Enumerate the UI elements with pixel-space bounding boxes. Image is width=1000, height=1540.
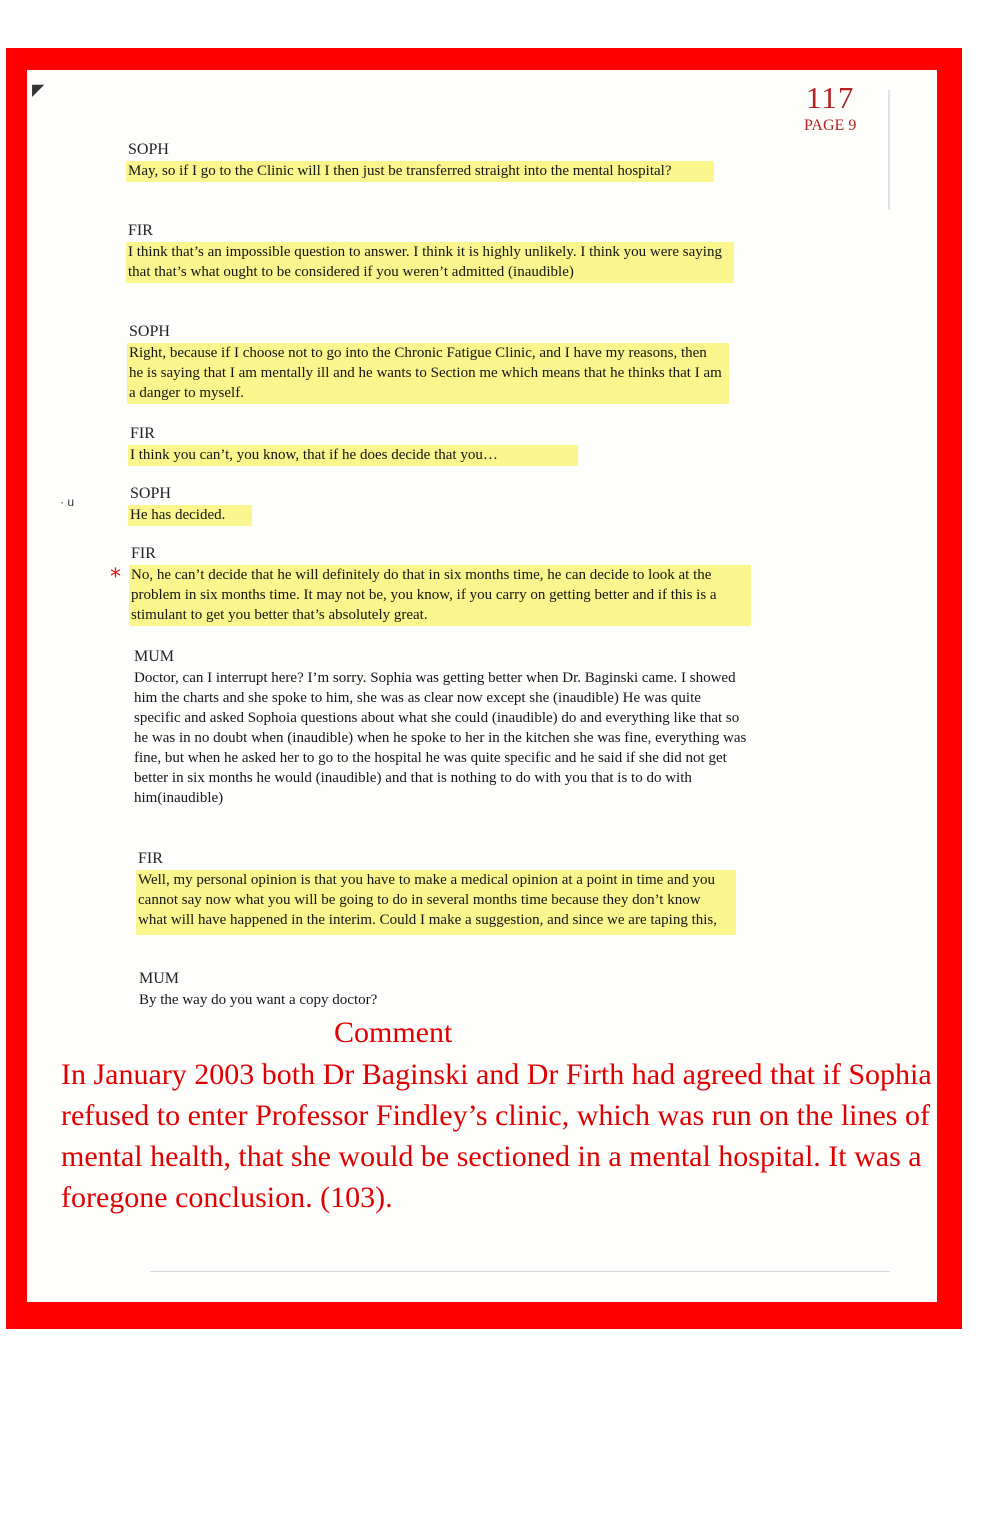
speech-text: Doctor, can I interrupt here? I’m sorry. Sophia was getting better when Dr. Baginski came. I showed him the charts and she spoke to him, she was as clear now except she (inaudible) He was quite specific and asked Sophoia questions about what she could (inaudible) do and everything like that so he was in no doubt when (inaudible) when he spoke to her in the kitchen she was fine, everything was fine, but when he asked her to go to the hospital he was quite specific and he said if she did not get better in six months he would (inaudible) and that is nothing to do with you that is to do with him(inaudible) [134,670,747,806]
scan-corner-mark: ◤ [32,82,45,99]
page-number: 117 [806,80,855,115]
speech-text: I think that’s an impossible question to answer. I think it is highly unlikely. I think you were saying that that’s what ought to be considered if you weren’t admitted (inaudible) [126,242,734,283]
transcript-entry [131,544,771,626]
transcript-entry [129,322,769,404]
speech-text: By the way do you want a copy doctor? [139,992,378,1008]
speech-text: Right, because if I choose not to go into the Chronic Fatigue Clinic, and I have my reasons, then he is saying that I am mentally ill and he wants to Section me which means that he thinks that I am a danger to myself. [127,343,729,404]
transcript-entry [128,221,768,283]
transcript-entry [139,969,779,1011]
asterisk-marker: * [110,565,121,590]
speaker-label: SOPH [129,323,170,340]
speech-text: May, so if I go to the Clinic will I then just be transferred straight into the mental hospital? [126,161,714,182]
transcript-entry [134,647,774,809]
speech-text: No, he can’t decide that he will definitely do that in six months time, he can decide to look at the problem in six months time. It may not be, you know, if you carry on getting better and if this is a stimulant to get you better that’s absolutely great. [129,565,751,626]
transcript-entry [130,484,770,526]
speaker-label: FIR [138,850,163,867]
transcript-entry [138,849,778,935]
speaker-label: FIR [131,545,156,562]
transcript-entry [130,424,770,466]
scan-edge-shadow [888,90,890,210]
speaker-label: SOPH [130,485,171,502]
page-label: PAGE 9 [804,117,857,134]
margin-mark: · u [60,495,75,509]
speaker-label: FIR [130,425,155,442]
comment-text: In January 2003 both Dr Baginski and Dr Firth had agreed that if Sophia refused to enter Professor Findley’s clinic, which was run on the lines of mental health, that she would be sectioned in a mental hospital. It was a foregone conclusion. (103). [61,1058,932,1214]
speech-text: He has decided. [128,505,252,526]
speaker-label: MUM [139,970,180,987]
speaker-label: MUM [134,648,175,665]
speaker-label: SOPH [128,141,169,158]
scan-bottom-rule [150,1271,890,1272]
comment-title: Comment [334,1016,453,1049]
speech-text: I think you can’t, you know, that if he does decide that you… [128,445,578,466]
speech-text: Well, my personal opinion is that you have to make a medical opinion at a point in time and you cannot say now what you will be going to do in several months time because they don’t know what will have happened in the interim. Could I make a suggestion, and since we are taping this, [136,870,736,935]
speaker-label: FIR [128,222,153,239]
transcript-entry [128,140,768,182]
